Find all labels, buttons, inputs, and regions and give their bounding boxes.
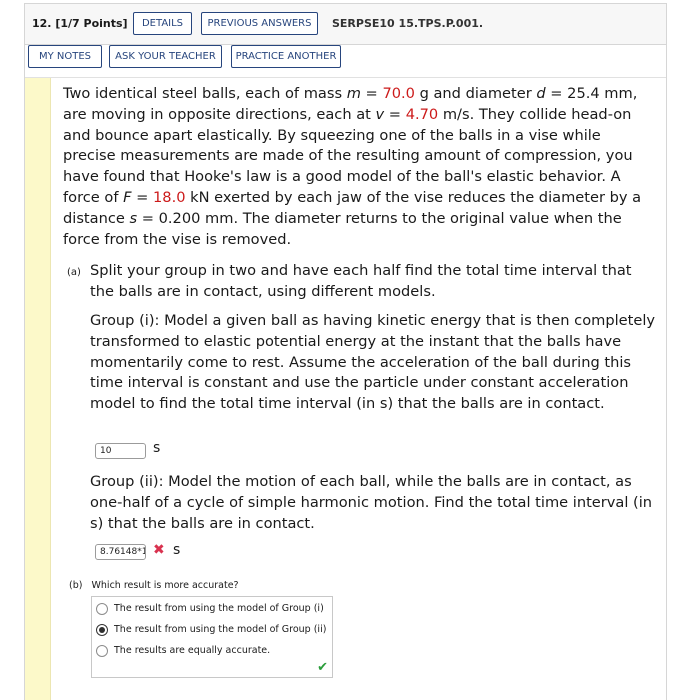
details-button[interactable]: DETAILS (133, 12, 192, 35)
option-label: The result from using the model of Group (i) (114, 603, 324, 614)
question-panel (24, 3, 667, 700)
diameter-value: 25.4 (567, 85, 600, 102)
previous-answers-button[interactable]: PREVIOUS ANSWERS (201, 12, 318, 35)
part-b-options (91, 596, 333, 678)
option-label: The result from using the model of Group (ii) (114, 624, 327, 635)
question-body (25, 77, 666, 700)
group-i-text: Group (i): Model a given ball as having kinetic energy that is then completely transformed to elastic potential energy at the instant that the balls have momentarily come to rest. Assume the acceleration of the ball during this time interval is constant and use the particle under constant acceleration model to find the total time interval (in s) that the balls are in contact. (90, 312, 656, 413)
correct-check-icon: ✔ (317, 660, 328, 675)
radio-equal[interactable] (96, 645, 108, 657)
part-b-question: (b) Which result is more accurate? (69, 580, 239, 591)
question-stripe (25, 78, 51, 700)
force-value: 18.0 (153, 188, 186, 206)
option-label: The results are equally accurate. (114, 645, 271, 656)
question-toolbar (25, 45, 666, 77)
my-notes-button[interactable]: MY NOTES (28, 45, 102, 68)
question-header (25, 4, 666, 45)
mass-value: 70.0 (382, 85, 415, 102)
incorrect-icon: ✖ (153, 542, 165, 558)
radio-group-ii[interactable] (96, 624, 108, 636)
problem-statement: Two identical steel balls, each of mass m = 70.0 g and diameter d = 25.4 mm, are moving in opposite directions, each at v = 4.70 m/s. They collide head-on and bounce apart elastically. By squeezing one of the balls in a vise while precise measurements are made of the resulting amount of compression, you have found that Hooke's law is a good model of the ball's elastic behavior. A force of F = 18.0 kN exerted by each jaw of the vise reduces the diameter by a distance s = 0.200 mm. The diameter returns to the original value when the force from the vise is removed. (63, 85, 642, 248)
problem-code: SERPSE10 15.TPS.P.001. (332, 17, 484, 30)
part-a-label: (a) (67, 267, 81, 278)
radio-group-i[interactable] (96, 603, 108, 615)
answer-i-input[interactable] (95, 443, 146, 459)
answer-ii-input[interactable] (95, 544, 146, 560)
practice-another-button[interactable]: PRACTICE ANOTHER (231, 45, 341, 68)
compression-value: 0.200 (158, 209, 201, 227)
part-a-intro: Split your group in two and have each half find the total time interval that the balls are in contact, using different models. (90, 262, 632, 300)
option-group-i[interactable] (96, 602, 332, 620)
group-ii-text: Group (ii): Model the motion of each ball, while the balls are in contact, as one-half of a cycle of simple harmonic motion. Find the total time interval (in s) that the balls are in contact. (90, 473, 653, 532)
answer-i-unit: s (153, 440, 161, 456)
ask-teacher-button[interactable]: ASK YOUR TEACHER (109, 45, 222, 68)
points-label: [1/7 Points] (55, 17, 128, 30)
question-number: 12. [1/7 Points] (32, 17, 128, 30)
part-b-label: (b) (69, 580, 83, 591)
answer-ii-unit: s (173, 542, 181, 558)
option-equal[interactable] (96, 644, 332, 662)
option-group-ii[interactable] (96, 623, 332, 641)
velocity-value: 4.70 (405, 105, 439, 123)
